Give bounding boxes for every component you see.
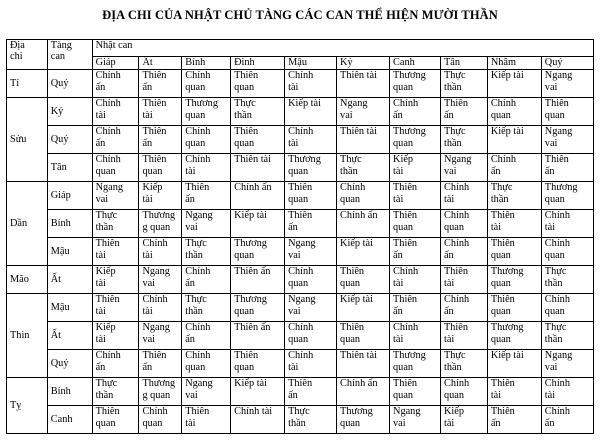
stems-row: [7, 57, 594, 70]
ten-god-cell: Ngang vai: [390, 406, 441, 434]
table-row: [7, 210, 594, 238]
ten-god-cell: Thiên ấn: [440, 98, 487, 126]
ten-god-cell: Ngang vai: [440, 154, 487, 182]
ten-god-cell: Thiên ấn: [139, 70, 182, 98]
ten-god-cell: Chính quan: [440, 210, 487, 238]
ten-god-cell: Kiếp tài: [487, 70, 541, 98]
ten-god-cell: Thiên tài: [337, 126, 390, 154]
ten-god-cell: Thiên tài: [92, 294, 139, 322]
hidden-stem-cell: Kỷ: [47, 98, 92, 126]
ten-god-cell: Thực thần: [440, 70, 487, 98]
ten-god-cell: Ngang vai: [541, 70, 593, 98]
ten-god-cell: Chính tài: [285, 70, 337, 98]
ten-god-cell: Chính ấn: [182, 322, 231, 350]
table-row: [7, 154, 594, 182]
ten-god-cell: Chính ấn: [92, 350, 139, 378]
ten-god-cell: Chính quan: [541, 238, 593, 266]
ten-god-cell: Thực thần: [487, 182, 541, 210]
header-tang-can: Tàng can: [47, 40, 92, 70]
hidden-stem-cell: Ất: [47, 266, 92, 294]
ten-god-cell: Thực thần: [440, 126, 487, 154]
ten-god-cell: Thương quan: [390, 70, 441, 98]
hidden-stem-cell: Bính: [47, 378, 92, 406]
ten-god-cell: Thực thần: [92, 378, 139, 406]
ten-god-cell: Kiếp tài: [487, 350, 541, 378]
ten-god-cell: Chính ấn: [231, 182, 285, 210]
ten-god-cell: Ngang vai: [92, 182, 139, 210]
ten-god-cell: Thiên quan: [487, 294, 541, 322]
ten-god-cell: Thiên quan: [285, 182, 337, 210]
ten-god-cell: Chính quan: [182, 350, 231, 378]
page-title: ĐỊA CHI CỦA NHẬT CHỦ TÀNG CÁC CAN THỂ HIỆN MƯỜI THẦN: [102, 8, 498, 22]
ten-god-cell: Thực thần: [182, 238, 231, 266]
ten-god-cell: Chính tài: [390, 322, 441, 350]
ten-god-cell: Kiếp tài: [92, 266, 139, 294]
table-row: [7, 182, 594, 210]
ten-god-cell: Thiên ấn: [285, 210, 337, 238]
header-nhat-can: Nhật can: [92, 40, 593, 57]
ten-god-cell: Ngang vai: [541, 350, 593, 378]
ten-god-cell: Thiên quan: [390, 378, 441, 406]
ten-god-cell: Chính quan: [182, 70, 231, 98]
ten-god-cell: Thương quan: [390, 350, 441, 378]
ten-god-cell: Thiên tài: [337, 70, 390, 98]
ten-god-cell: Chính ấn: [92, 126, 139, 154]
header-row: [7, 40, 594, 57]
ten-god-cell: Thiên quan: [231, 126, 285, 154]
ten-god-cell: Kiếp tài: [390, 154, 441, 182]
ten-god-cell: Thiên quan: [231, 70, 285, 98]
ten-god-cell: Thiên ấn: [231, 322, 285, 350]
ten-god-cell: Thương quan: [231, 294, 285, 322]
ten-god-cell: Kiếp tài: [285, 98, 337, 126]
ten-god-cell: Chính ấn: [390, 98, 441, 126]
ten-god-cell: Thiên quan: [337, 266, 390, 294]
ten-god-cell: Thực thần: [541, 322, 593, 350]
table-row: [7, 266, 594, 294]
ten-god-cell: Thiên tài: [440, 322, 487, 350]
ten-god-cell: Thiên ấn: [285, 378, 337, 406]
ten-god-cell: Chính quan: [285, 266, 337, 294]
hidden-stem-cell: Mậu: [47, 238, 92, 266]
ten-god-cell: Chính quan: [440, 378, 487, 406]
ten-god-cell: Thiên quan: [541, 98, 593, 126]
ten-god-cell: Chính quan: [92, 154, 139, 182]
ten-god-cell: Chính tài: [541, 378, 593, 406]
ten-god-cell: Thiên quan: [139, 154, 182, 182]
ten-god-cell: Thực thần: [231, 98, 285, 126]
ten-god-cell: Thiên tài: [182, 406, 231, 434]
ten-god-cell: Thiên ấn: [139, 350, 182, 378]
ten-god-cell: Chính ấn: [440, 238, 487, 266]
branch-cell: Dần: [7, 182, 48, 266]
ten-god-cell: Thực thần: [541, 266, 593, 294]
hidden-stem-cell: Quý: [47, 350, 92, 378]
ten-god-cell: Thiên ấn: [541, 154, 593, 182]
table-row: [7, 406, 594, 434]
ten-god-cell: Thực thần: [440, 350, 487, 378]
ten-god-cell: Chính tài: [139, 294, 182, 322]
ten-god-cell: Thương quan: [487, 322, 541, 350]
ten-god-cell: Thực thần: [285, 406, 337, 434]
ten-gods-table: [6, 39, 594, 434]
ten-god-cell: Thiên ấn: [487, 406, 541, 434]
ten-god-cell: Thương quan: [231, 238, 285, 266]
hidden-stem-cell: Quý: [47, 126, 92, 154]
ten-god-cell: Thiên quan: [231, 350, 285, 378]
ten-god-cell: Thiên tài: [487, 210, 541, 238]
ten-god-cell: Chính tài: [541, 210, 593, 238]
stem-header: Giáp: [92, 57, 139, 70]
ten-god-cell: Kiếp tài: [231, 378, 285, 406]
ten-god-cell: Thiên quan: [487, 238, 541, 266]
hidden-stem-cell: Canh: [47, 406, 92, 434]
ten-god-cell: Chính ấn: [337, 210, 390, 238]
ten-god-cell: Thiên tài: [440, 266, 487, 294]
stem-header: Tân: [440, 57, 487, 70]
stem-header: Nhâm: [487, 57, 541, 70]
table-row: [7, 294, 594, 322]
stem-header: Canh: [390, 57, 441, 70]
ten-god-cell: Thương g quan: [139, 378, 182, 406]
ten-god-cell: Chính quan: [541, 294, 593, 322]
table-row: [7, 322, 594, 350]
ten-god-cell: Chính ấn: [92, 70, 139, 98]
table-row: [7, 350, 594, 378]
ten-god-cell: Thiên ấn: [390, 238, 441, 266]
ten-god-cell: Kiếp tài: [231, 210, 285, 238]
hidden-stem-cell: Quý: [47, 70, 92, 98]
stem-header: Đinh: [231, 57, 285, 70]
ten-god-cell: Thương quan: [182, 98, 231, 126]
ten-god-cell: Chính tài: [285, 126, 337, 154]
ten-god-cell: Thương quan: [487, 266, 541, 294]
ten-god-cell: Thiên tài: [139, 98, 182, 126]
branch-cell: Mão: [7, 266, 48, 294]
hidden-stem-cell: Mậu: [47, 294, 92, 322]
hidden-stem-cell: Tân: [47, 154, 92, 182]
branch-cell: Tí: [7, 70, 48, 98]
ten-god-cell: Chính ấn: [440, 294, 487, 322]
stem-header: Kỷ: [337, 57, 390, 70]
ten-god-cell: Chính ấn: [182, 266, 231, 294]
ten-god-cell: Thiên ấn: [231, 266, 285, 294]
ten-god-cell: Chính quan: [285, 322, 337, 350]
branch-cell: Tỵ: [7, 378, 48, 434]
table-row: [7, 98, 594, 126]
ten-god-cell: Thiên tài: [337, 350, 390, 378]
hidden-stem-cell: Bính: [47, 210, 92, 238]
stem-header: Quý: [541, 57, 593, 70]
table-row: [7, 70, 594, 98]
ten-god-cell: Chính ấn: [541, 406, 593, 434]
ten-god-cell: Ngang vai: [285, 238, 337, 266]
ten-god-cell: Thiên quan: [92, 406, 139, 434]
ten-god-cell: Thực thần: [337, 154, 390, 182]
ten-god-cell: Thực thần: [182, 294, 231, 322]
ten-god-cell: Thiên tài: [487, 378, 541, 406]
branch-cell: Thìn: [7, 294, 48, 378]
ten-god-cell: Chính ấn: [487, 154, 541, 182]
hidden-stem-cell: Giáp: [47, 182, 92, 210]
stem-header: Ất: [139, 57, 182, 70]
ten-god-cell: Chính tài: [182, 154, 231, 182]
stem-header: Bính: [182, 57, 231, 70]
table-row: [7, 378, 594, 406]
ten-god-cell: Ngang vai: [285, 294, 337, 322]
ten-god-cell: Ngang vai: [337, 98, 390, 126]
ten-god-cell: Thiên tài: [92, 238, 139, 266]
ten-god-cell: Chính tài: [139, 238, 182, 266]
ten-god-cell: Ngang vai: [182, 378, 231, 406]
branch-cell: Sửu: [7, 98, 48, 182]
ten-god-cell: Thiên ấn: [139, 126, 182, 154]
ten-god-cell: Chính quan: [337, 182, 390, 210]
ten-god-cell: Thiên tài: [390, 182, 441, 210]
ten-god-cell: Chính tài: [231, 406, 285, 434]
table-row: [7, 126, 594, 154]
ten-god-cell: Chính tài: [92, 98, 139, 126]
ten-god-cell: Thương g quan: [139, 210, 182, 238]
ten-god-cell: Kiếp tài: [139, 182, 182, 210]
ten-god-cell: Chính quan: [487, 98, 541, 126]
ten-god-cell: Kiếp tài: [337, 294, 390, 322]
ten-god-cell: Ngang vai: [182, 210, 231, 238]
stem-header: Mậu: [285, 57, 337, 70]
hidden-stem-cell: Ất: [47, 322, 92, 350]
ten-god-cell: Thiên quan: [390, 210, 441, 238]
ten-god-cell: Thương quan: [285, 154, 337, 182]
ten-god-cell: Thương quan: [390, 126, 441, 154]
ten-god-cell: Chính quan: [182, 126, 231, 154]
ten-god-cell: Thương quan: [541, 182, 593, 210]
table-row: [7, 238, 594, 266]
ten-god-cell: Ngang vai: [139, 266, 182, 294]
ten-god-cell: Ngang vai: [139, 322, 182, 350]
ten-god-cell: Ngang vai: [541, 126, 593, 154]
header-dia-chi: Địa chi: [7, 40, 48, 70]
ten-god-cell: Chính quan: [139, 406, 182, 434]
ten-god-cell: Chính tài: [285, 350, 337, 378]
ten-god-cell: Thiên ấn: [182, 182, 231, 210]
ten-god-cell: Thiên tài: [231, 154, 285, 182]
ten-god-cell: Thương quan: [337, 406, 390, 434]
ten-god-cell: Chính tài: [440, 182, 487, 210]
ten-god-cell: Kiếp tài: [440, 406, 487, 434]
ten-god-cell: Kiếp tài: [92, 322, 139, 350]
ten-god-cell: Chính tài: [390, 266, 441, 294]
ten-god-cell: Kiếp tài: [337, 238, 390, 266]
ten-god-cell: Kiếp tài: [487, 126, 541, 154]
ten-god-cell: Thiên ấn: [390, 294, 441, 322]
ten-god-cell: Thực thần: [92, 210, 139, 238]
ten-god-cell: Chính ấn: [337, 378, 390, 406]
ten-god-cell: Thiên quan: [337, 322, 390, 350]
